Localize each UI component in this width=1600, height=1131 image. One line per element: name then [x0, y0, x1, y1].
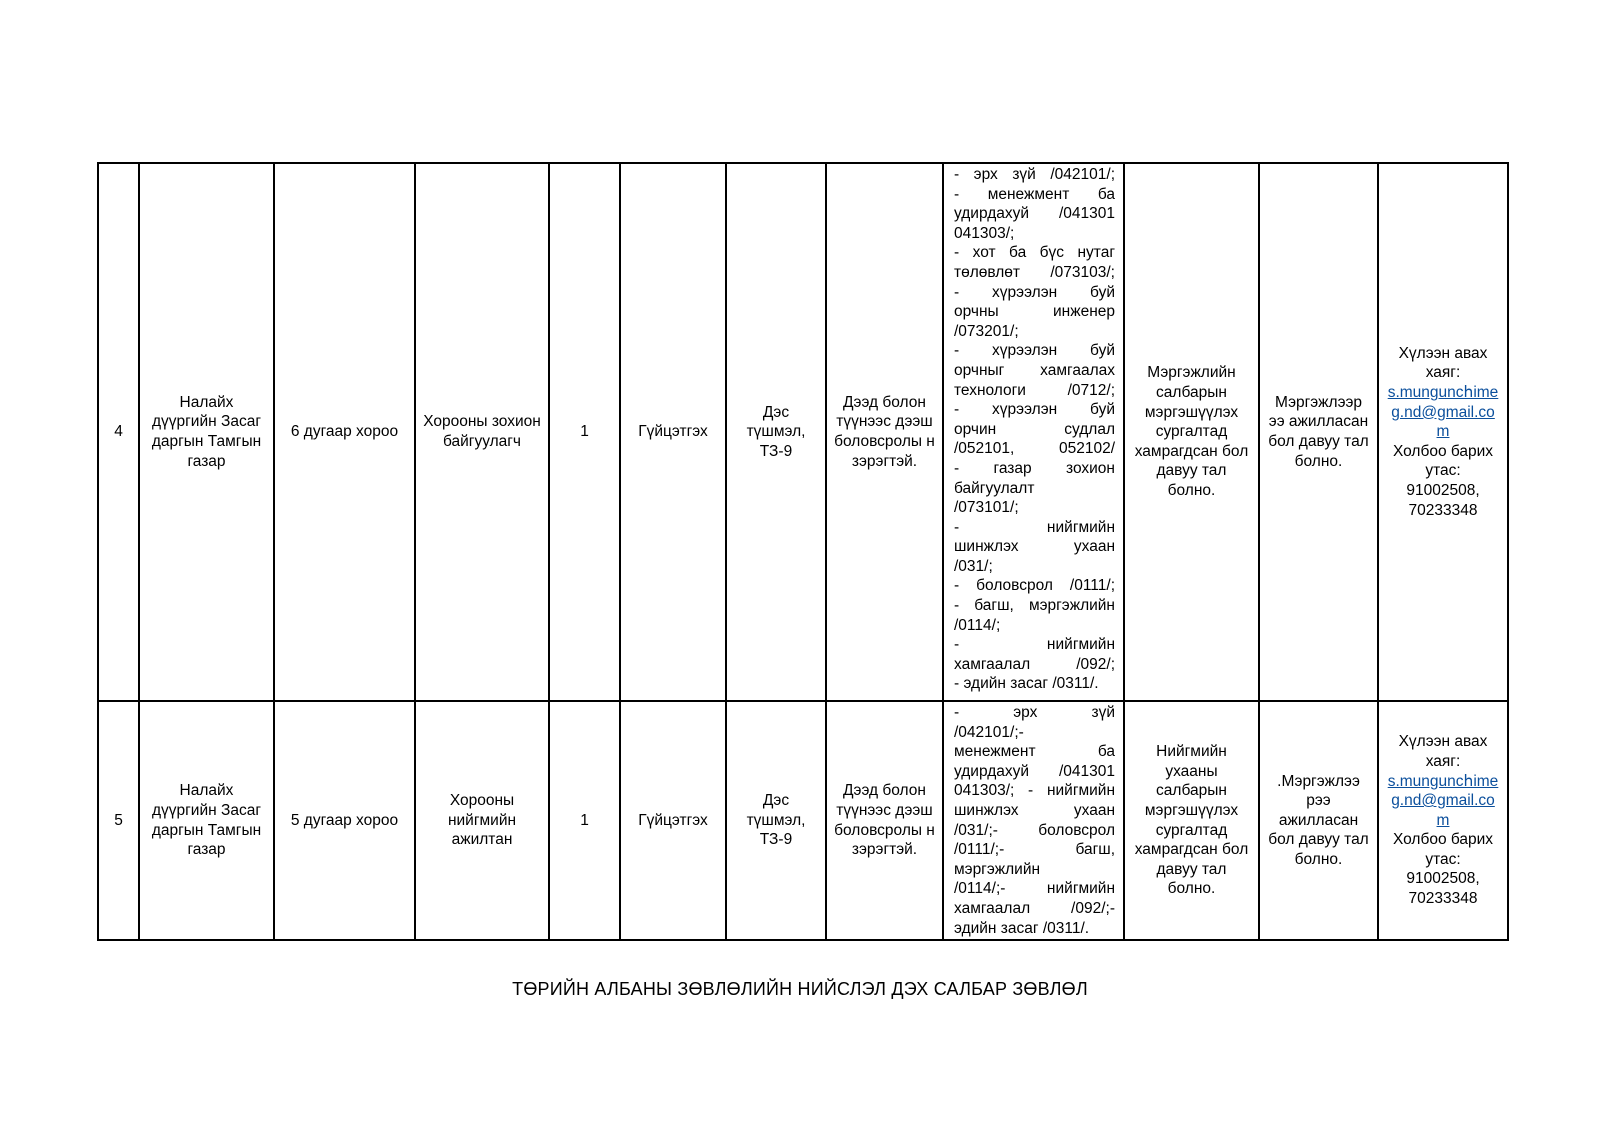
phone-label: Холбоо барих утас: — [1392, 831, 1494, 868]
specialty-line: - багш, мэргэжлийн — [954, 597, 1115, 615]
specialty-line: орчин судлал — [954, 420, 1115, 438]
specialty-line: удирдахуй /041301 — [954, 205, 1115, 223]
specialty-line: - боловсрол /0111/; — [954, 577, 1115, 595]
experience-cell: .Мэргэжлээ рээ ажилласан бол давуу тал болно. — [1259, 701, 1378, 940]
specialty-line: /0114/; — [954, 616, 1001, 634]
specialty-line: хамгаалал /092/;- — [954, 899, 1115, 917]
specialty-line: шинжлэх ухаан — [954, 538, 1115, 556]
phone-label: Холбоо барих утас: — [1392, 442, 1494, 480]
specialty-cell — [943, 701, 1124, 940]
specialty-line: - менежмент ба — [954, 185, 1115, 203]
specialty-line: - нийгмийн — [954, 636, 1115, 654]
position-cell: Хорооны нийгмийн ажилтан — [415, 701, 549, 940]
specialty-line: - эдийн засаг /0311/. — [954, 675, 1099, 693]
specialty-line: орчны инженер — [954, 303, 1115, 321]
specialty-line: - хүрээлэн буй — [954, 401, 1115, 419]
specialty-line: - эрх зүй /042101/; — [954, 166, 1115, 183]
vacancy-table — [97, 162, 1509, 941]
specialty-line: - нийгмийн — [954, 518, 1115, 536]
specialty-line: байгуулалт — [954, 479, 1035, 497]
position-cell: Хорооны зохион байгуулагч — [415, 163, 549, 701]
contact-cell — [1378, 701, 1508, 940]
phone-numbers: 91002508, 70233348 — [1406, 481, 1480, 519]
specialty-line: /073201/; — [954, 322, 1019, 340]
table-row — [98, 701, 1508, 940]
training-cell: Нийгмийн ухааны салбарын мэргэшүүлэх сургалтад хамрагдсан бол давуу тал болно. — [1124, 701, 1259, 940]
specialty-line: /073101/; — [954, 499, 1019, 517]
specialty-line: менежмент ба — [954, 743, 1115, 761]
rank-cell: Дэс түшмэл, ТЗ-9 — [726, 701, 826, 940]
specialty-line: /052101, 052102/ — [954, 440, 1115, 458]
unit-cell: 5 дугаар хороо — [274, 701, 415, 940]
specialty-line: төлөвлөт /073103/; — [954, 263, 1115, 281]
education-cell: Дээд болон түүнээс дээш боловсролы н зэрэгтэй. — [826, 163, 943, 701]
email-link[interactable]: s.munguncհimeg.nd@gmail.com — [1387, 384, 1499, 441]
email-link[interactable]: s.munguncհimeg.nd@gmail.com — [1387, 772, 1499, 829]
organization-cell: Налайх дүүргийн Засаг даргын Тамгын газар — [139, 701, 274, 940]
specialty-line: хамгаалал /092/; — [954, 655, 1115, 673]
unit-cell: 6 дугаар хороо — [274, 163, 415, 701]
experience-cell: Мэргэжлээр ээ ажилласан бол давуу тал болно. — [1259, 163, 1378, 701]
specialty-line: технологи /0712/; — [954, 381, 1115, 399]
specialty-line: - газар зохион — [954, 459, 1115, 477]
specialty-line: орчныг хамгаалах — [954, 361, 1115, 379]
count-cell: 1 — [549, 163, 620, 701]
specialty-line: мэргэжлийн — [954, 860, 1041, 878]
phone-numbers: 91002508, 70233348 — [1406, 870, 1480, 908]
specialty-line: эдийн засаг /0311/. — [954, 919, 1090, 937]
education-cell: Дээд болон түүнээс дээш боловсролы н зэрэгтэй. — [826, 701, 943, 940]
specialty-line: /031/;- боловсрол — [954, 821, 1115, 839]
type-cell: Гүйцэтгэх — [620, 701, 726, 940]
specialty-line: /042101/;- — [954, 723, 1024, 741]
specialty-line: - хот ба бүс нутаг — [954, 244, 1115, 262]
contact-label: Хүлээн авах хаяг: — [1398, 344, 1488, 382]
specialty-line: - хүрээлэн буй — [954, 342, 1115, 360]
specialty-line: /0111/;- багш, — [954, 841, 1115, 859]
specialty-cell — [943, 163, 1124, 701]
row-number: 4 — [98, 163, 139, 701]
type-cell: Гүйцэтгэх — [620, 163, 726, 701]
training-cell: Мэргэжлийн салбарын мэргэшүүлэх сургалтад хамрагдсан бол давуу тал болно. — [1124, 163, 1259, 701]
specialty-line: 041303/; — [954, 224, 1015, 242]
footer-title: ТӨРИЙН АЛБАНЫ ЗӨВЛӨЛИЙН НИЙСЛЭЛ ДЭХ САЛБАР ЗӨВЛӨЛ — [512, 979, 1088, 999]
row-number: 5 — [98, 701, 139, 940]
specialty-line: шинжлэх ухаан — [954, 801, 1115, 819]
table-row — [98, 163, 1508, 701]
contact-cell — [1378, 163, 1508, 701]
count-cell: 1 — [549, 701, 620, 940]
specialty-line: удирдахуй /041301 — [954, 762, 1115, 780]
specialty-line: - эрх зүй — [954, 704, 1115, 721]
rank-cell: Дэс түшмэл, ТЗ-9 — [726, 163, 826, 701]
organization-cell: Налайх дүүргийн Засаг даргын Тамгын газар — [139, 163, 274, 701]
specialty-line: - хүрээлэн буй — [954, 283, 1115, 301]
specialty-line: 041303/; - нийгмийн — [954, 782, 1115, 800]
specialty-line: /031/; — [954, 557, 993, 575]
specialty-line: /0114/;- нийгмийн — [954, 880, 1115, 898]
contact-label: Хүлээн авах хаяг: — [1398, 733, 1488, 770]
